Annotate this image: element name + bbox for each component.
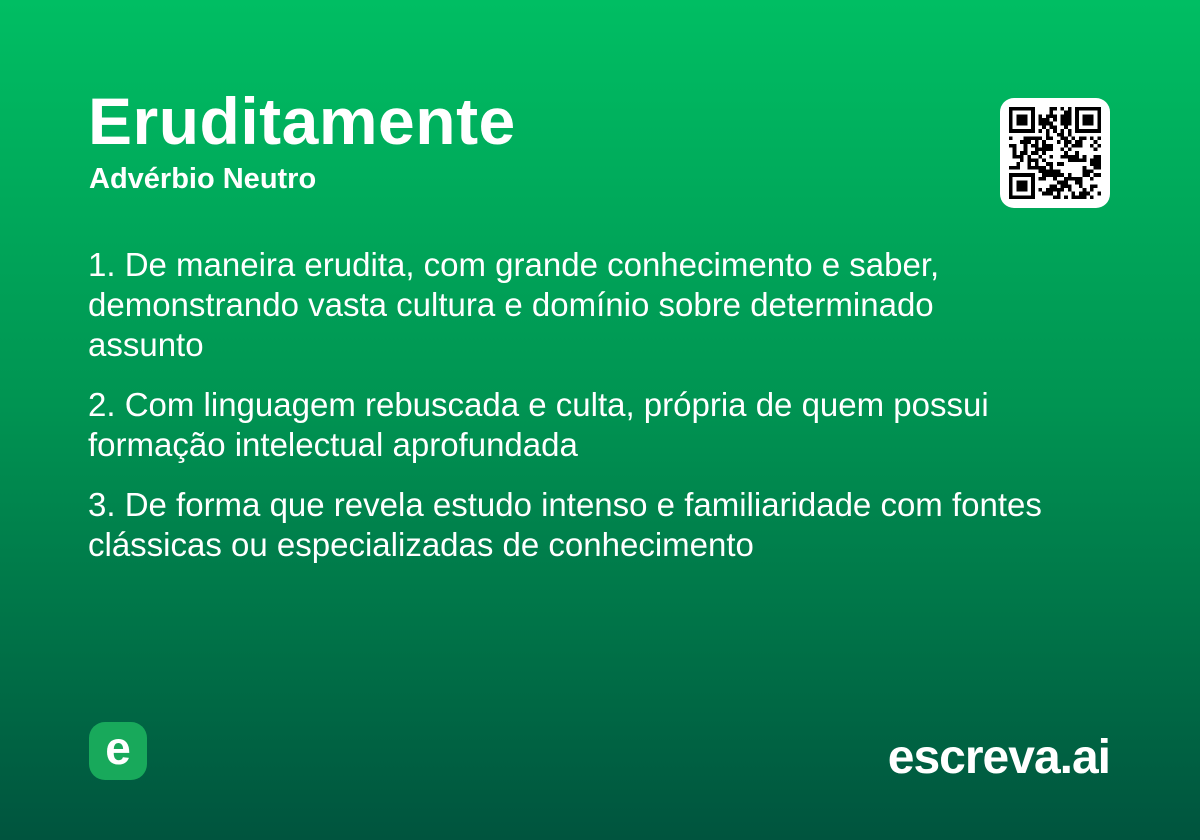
escreva-logo [89, 722, 147, 780]
qr-code [1000, 98, 1110, 208]
definition-item-2: 2. Com linguagem rebuscada e culta, própria de quem possui formação intelectual aprofundada [88, 386, 989, 463]
qr-code-icon [1009, 107, 1101, 199]
definition-item-3: 3. De forma que revela estudo intenso e familiaridade com fontes clássicas ou especializadas de conhecimento [88, 486, 1042, 563]
page-title: Eruditamente [88, 84, 516, 158]
brand-name: escreva.ai [887, 731, 1110, 784]
definition-item-1: 1. De maneira erudita, com grande conhecimento e saber, demonstrando vasta cultura e domínio sobre determinado assunto [88, 246, 940, 363]
escreva-logo-letter: e [105, 722, 131, 774]
definitions-list [88, 245, 1048, 585]
word-class-label: Advérbio Neutro [89, 163, 317, 195]
